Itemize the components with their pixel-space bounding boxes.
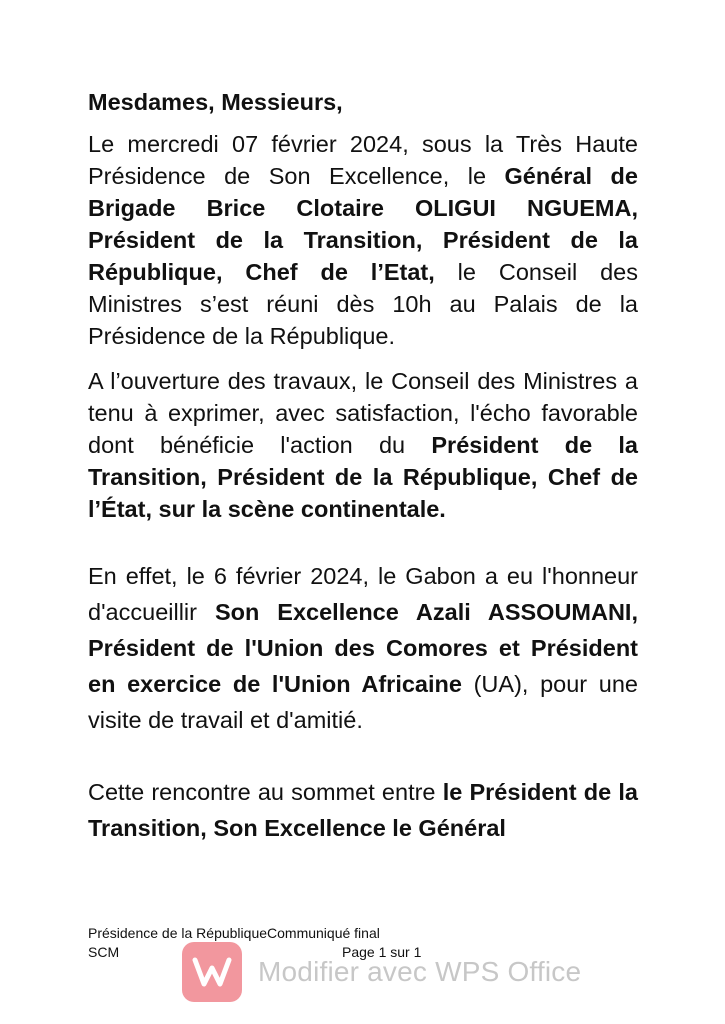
footer-scm: SCM [88, 944, 120, 960]
paragraph-bold-text: Président de la Transition, Président de la République, Chef de l’État, sur la scène continentale. [88, 432, 638, 522]
wps-watermark[interactable] [182, 942, 581, 1002]
paragraph-opening-works [88, 365, 638, 525]
paragraph-text: (UA), pour une visite de travail et d'amitié. [88, 671, 638, 733]
paragraph-text: le Conseil des Ministres s’est réuni dès 10h au Palais de la Présidence de la République. [88, 259, 639, 349]
paragraph-text: A l’ouverture des travaux, le Conseil des Ministres a tenu à exprimer, avec satisfaction, l'écho favorable dont bénéficie l'action du [88, 368, 638, 458]
footer-title: Présidence de la RépubliqueCommuniqué final [88, 925, 380, 941]
paragraph-text: En effet, le 6 février 2024, le Gabon a eu l'honneur d'accueillir [88, 563, 638, 625]
letter-body [88, 86, 638, 859]
paragraph-bold-text: Son Excellence Azali ASSOUMANI, Président de l'Union des Comores et Président en exercice de l'Union Africaine [88, 599, 638, 697]
salutation: Mesdames, Messieurs, [88, 89, 343, 115]
page-number: Page 1 sur 1 [342, 944, 422, 960]
paragraph-text: Le mercredi 07 février 2024, sous la Très Haute Présidence de Son Excellence, le [88, 131, 638, 189]
wps-logo-icon [182, 942, 242, 1002]
paragraph-bold-text: le Président de la Transition, Son Excellence le Général [88, 779, 638, 841]
paragraph-text: Cette rencontre au sommet entre [88, 779, 443, 805]
paragraph-summit [88, 774, 638, 846]
paragraph-visit [88, 558, 638, 738]
paragraph-council-meeting [88, 128, 638, 352]
wps-watermark-text: Modifier avec WPS Office [258, 956, 582, 987]
paragraph-bold-text: Général de Brigade Brice Clotaire OLIGUI NGUEMA, Président de la Transition, Président de la République, Chef de l’Etat, [88, 163, 638, 285]
